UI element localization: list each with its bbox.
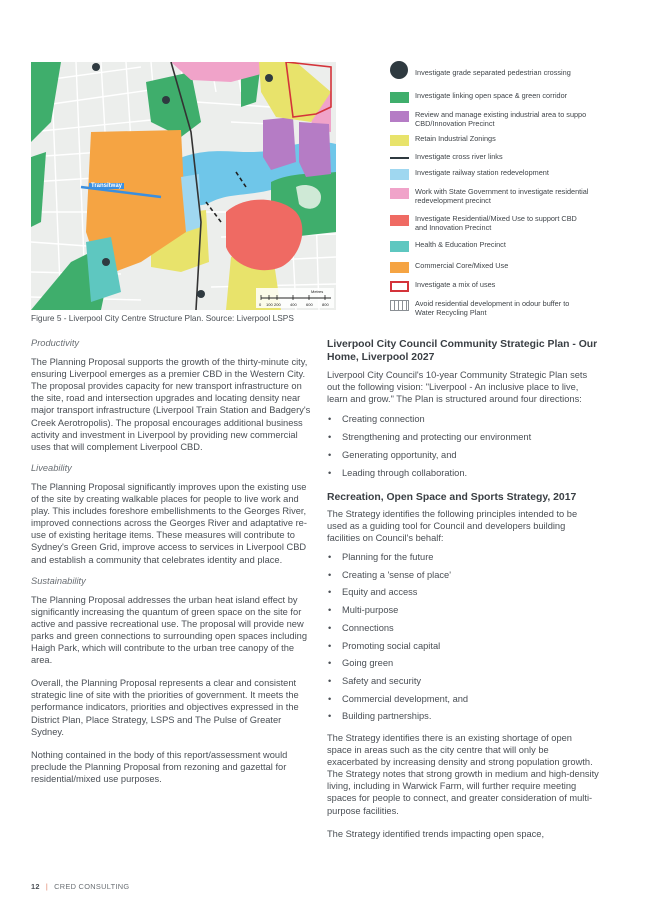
legend-label: Health & Education Precinct bbox=[415, 240, 506, 249]
list-item: • Connections bbox=[327, 622, 599, 640]
map-graphic bbox=[31, 62, 336, 310]
scale-label: 200 bbox=[274, 302, 281, 307]
footer-separator: | bbox=[45, 882, 49, 891]
scale-label: 800 bbox=[322, 302, 329, 307]
rec-heading: Recreation, Open Space and Sports Strategy, 2017 bbox=[327, 492, 577, 504]
page-footer bbox=[31, 882, 129, 891]
list-item: • Creating connection bbox=[327, 413, 599, 431]
scale-label: 600 bbox=[306, 302, 313, 307]
legend-label: Retain Industrial Zonings bbox=[415, 134, 496, 143]
sustainability-paragraph: The Planning Proposal addresses the urban heat island effect by significantly increasing the quantum of green space on the site for active and passive recreational use. The proposal will provide new parks and green connections to surrounding open spaces including Haigh Park, which will contribute to the urban tree canopy of the area. bbox=[31, 594, 307, 666]
legend-label: Investigate a mix of uses bbox=[415, 280, 496, 289]
list-item: • Building partnerships. bbox=[327, 710, 599, 728]
overall-paragraph: Overall, the Planning Proposal represents a clear and consistent strategic line of site with the priorities of government. It meets the performance indicators, priorities and objectives expressed in the District Plan, Place Strategy, LSPS and The Pulse of Greater Sydney. bbox=[31, 678, 299, 737]
pedestrian-crossing-dot-icon bbox=[390, 61, 408, 79]
legend-label: Investigate grade separated pedestrian crossing bbox=[415, 68, 571, 77]
legend-item bbox=[390, 213, 590, 237]
scale-label: 100 bbox=[266, 302, 273, 307]
right-column bbox=[327, 339, 599, 840]
list-item: • Safety and security bbox=[327, 675, 599, 693]
legend-item bbox=[390, 109, 590, 133]
liveability-heading: Liveability bbox=[31, 462, 72, 473]
scale-label: 0 bbox=[259, 302, 262, 307]
legend-swatch bbox=[390, 135, 409, 146]
list-item: • Equity and access bbox=[327, 586, 599, 604]
legend-swatch bbox=[390, 188, 409, 199]
legend-swatch bbox=[390, 169, 409, 180]
list-item: • Planning for the future bbox=[327, 551, 599, 569]
list-item: • Promoting social capital bbox=[327, 640, 599, 658]
page-number: 12 bbox=[31, 882, 40, 891]
productivity-heading: Productivity bbox=[31, 338, 80, 348]
rec-paragraph: The Strategy identifies the following principles intended to be used as a guiding tool for Council and developers building facilities on Council's behalf: bbox=[327, 508, 578, 543]
legend-swatch bbox=[390, 215, 409, 226]
legend-swatch bbox=[390, 92, 409, 103]
legend-swatch bbox=[390, 262, 409, 273]
list-item: • Generating opportunity, and bbox=[327, 449, 599, 467]
list-item: • Going green bbox=[327, 657, 599, 675]
legend-label: Investigate cross river links bbox=[415, 152, 503, 161]
mix-of-uses-outline-icon bbox=[390, 281, 409, 292]
cross-river-line-icon bbox=[390, 157, 409, 159]
csp-paragraph: Liverpool City Council's 10-year Community Strategic Plan sets out the following vision: "Liverpool - An inclusive place to live, learn and grow." The Plan is structured around four directions: bbox=[327, 370, 588, 405]
footer-org: CRED CONSULTING bbox=[54, 882, 130, 891]
legend-item bbox=[390, 298, 590, 322]
scale-label: 400 bbox=[290, 302, 297, 307]
nothing-paragraph: Nothing contained in the body of this report/assessment would preclude the Planning Proposal from rezoning and gazettal for residential/mixed use purposes. bbox=[31, 749, 288, 784]
legend-item bbox=[390, 64, 590, 88]
shortage-paragraph: The Strategy identifies there is an existing shortage of open space in areas such as the city centre that will only be exacerbated by increasing density and strong population growth. The Strategy notes that strong growth in medium and high-density living, including in Warwick Farm, will further require meeting spaces for people to connect, and greater consideration of multi-purpose facilities. bbox=[327, 732, 599, 816]
scale-labels bbox=[259, 302, 331, 308]
legend-label: Commercial Core/Mixed Use bbox=[415, 261, 509, 270]
liveability-paragraph: The Planning Proposal significantly improves upon the existing use of the site by creating walkable places for people to live work and play. This includes foreshore embellishments to the Georges River, improved connections across the Georges River and adaptative re-use of existing heritage items. These measures will contribute to Sydney's Green Grid, improve access to services in Liverpool CBD and establish a community that celebrates identity and place. bbox=[31, 481, 307, 565]
scale-unit: Metres bbox=[311, 289, 324, 294]
legend-item bbox=[390, 186, 590, 210]
list-item: • Commercial development, and bbox=[327, 693, 599, 711]
sustainability-heading: Sustainability bbox=[31, 575, 86, 586]
odour-buffer-hatch-icon bbox=[390, 300, 409, 311]
list-item: • Strengthening and protecting our environment bbox=[327, 431, 599, 449]
legend-swatch bbox=[390, 111, 409, 122]
legend-label: Work with State Government to investigate residential redevelopment precinct bbox=[415, 187, 589, 205]
rec-bullet-list bbox=[327, 551, 599, 728]
csp-bullet-list bbox=[327, 413, 599, 484]
list-item: • Multi-purpose bbox=[327, 604, 599, 622]
legend-label: Investigate railway station redevelopment bbox=[415, 168, 549, 177]
productivity-paragraph: The Planning Proposal supports the growth of the thirty-minute city, ensuring Liverpool emerges as a premier CBD in the Western City. The proposal provides capacity for new transport infrastructure on the site, road and intersection upgrades and locating density near major transport infrastructure (Liverpool Train Station and Badgery's Creek Aerotropolis). The proposal encourages additional business activity and investment in Liverpool by providing new commercial uses that will complement Liverpool CBD. bbox=[31, 357, 311, 452]
legend-swatch bbox=[390, 241, 409, 252]
left-column bbox=[31, 337, 311, 785]
transitway-label: Transitway bbox=[91, 183, 123, 189]
legend-label: Review and manage existing industrial area to suppo CBD/Innovation Precinct bbox=[415, 110, 587, 128]
list-item: • Leading through collaboration. bbox=[327, 467, 599, 485]
structure-plan-map bbox=[31, 62, 336, 310]
trends-paragraph: The Strategy identified trends impacting open space, bbox=[327, 828, 545, 839]
legend-label: Avoid residential development in odour buffer to Water Recycling Plant bbox=[415, 299, 570, 317]
legend-label: Investigate linking open space & green corridor bbox=[415, 91, 568, 100]
list-item: • Creating a 'sense of place' bbox=[327, 569, 599, 587]
legend-label: Investigate Residential/Mixed Use to support CBD and Innovation Precinct bbox=[415, 214, 577, 232]
figure-caption: Figure 5 - Liverpool City Centre Structure Plan. Source: Liverpool LSPS bbox=[31, 313, 294, 323]
csp-heading: Liverpool City Council Community Strategic Plan - Our Home, Liverpool 2027 bbox=[327, 339, 598, 363]
